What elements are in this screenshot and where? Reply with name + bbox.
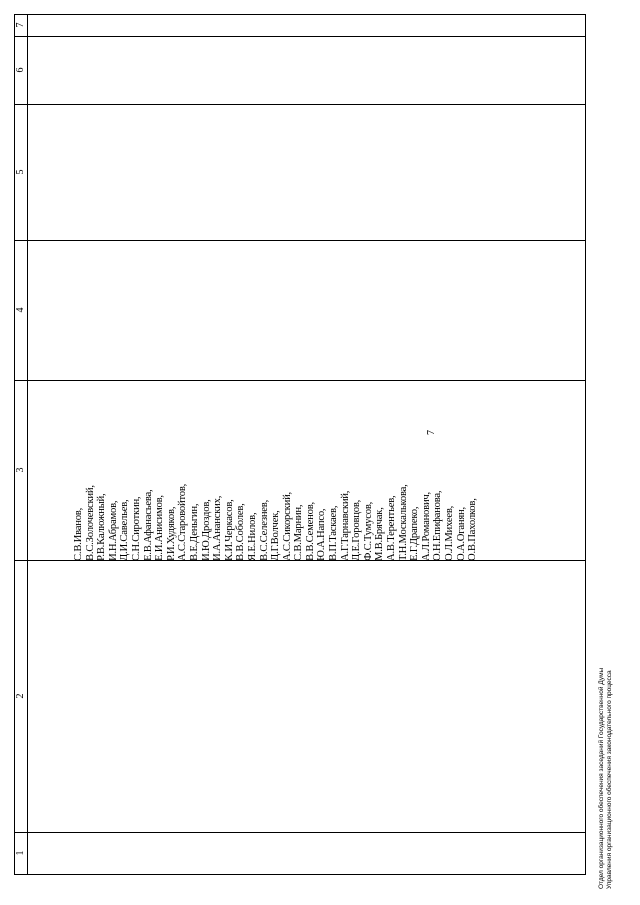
name-entry: Ю.А.Напсо, bbox=[316, 508, 328, 561]
name-entry: К.И.Черкасов, bbox=[223, 499, 235, 561]
page-number: 7 bbox=[426, 430, 437, 435]
name-entry: А.Л.Романович, bbox=[420, 491, 432, 561]
name-entry: Д.Е.Горовцов, bbox=[351, 499, 363, 561]
name-entry: В.В.Соболев, bbox=[235, 503, 247, 561]
table-header-row bbox=[15, 15, 28, 875]
name-entry: С.В.Иванов, bbox=[73, 507, 84, 561]
name-entry: И.Н.Абрамов, bbox=[107, 500, 119, 561]
name-entry: В.С.Золочевский, bbox=[84, 485, 96, 561]
name-entry: Т.Н.Москалькова, bbox=[397, 484, 409, 561]
name-entry: Д.Г.Волчек, bbox=[270, 510, 282, 561]
column-divider bbox=[27, 240, 585, 241]
name-entry: С.В.Марнин, bbox=[293, 504, 305, 561]
name-entry: О.В.Пахолков, bbox=[467, 498, 479, 561]
column-header-7: 7 bbox=[15, 14, 27, 37]
name-entry: Е.В.Афанасьева, bbox=[142, 489, 154, 561]
column-header-3: 3 bbox=[15, 380, 27, 561]
column-divider bbox=[27, 832, 585, 833]
column-header-1: 1 bbox=[15, 832, 27, 875]
name-entry: В.П.Таскаев, bbox=[328, 505, 340, 561]
name-entry: Р.И.Худяков, bbox=[165, 506, 177, 561]
name-entry: В.Е.Деньгин, bbox=[188, 503, 200, 561]
column-divider bbox=[27, 36, 585, 37]
name-entry: М.В.Брячак, bbox=[374, 507, 386, 561]
name-entry: Е.Г.Драпеко, bbox=[409, 506, 421, 561]
name-entry: С.Н.Сироткин, bbox=[130, 496, 142, 561]
name-entry: А.В.Терентьев, bbox=[386, 495, 398, 561]
column-divider bbox=[27, 874, 585, 875]
footer-department bbox=[598, 329, 614, 889]
name-entry: О.Л.Михеев, bbox=[444, 505, 455, 561]
name-entry: Р.В.Калюжный, bbox=[96, 493, 108, 561]
name-entry: О.А.Оганян, bbox=[455, 507, 467, 561]
column-header-6: 6 bbox=[15, 36, 27, 105]
voting-table bbox=[14, 14, 586, 875]
name-entry: А.С.Старовойтов, bbox=[177, 483, 189, 561]
footer-line: Управления организационного обеспечения законодательного процесса bbox=[606, 670, 613, 889]
name-entry: Ф.С.Тумусов, bbox=[362, 501, 374, 561]
name-entry: О.Н.Епифанова, bbox=[432, 490, 444, 561]
name-entry: В.С.Селезнев, bbox=[258, 499, 270, 561]
name-entry: И.Ю.Дроздов, bbox=[200, 499, 212, 561]
footer-line: Отдел организационного обеспечения заседаний Государственной Думы bbox=[598, 667, 605, 889]
name-entry: Е.И.Анисимов, bbox=[154, 495, 166, 561]
names-list bbox=[73, 281, 479, 561]
column-header-2: 2 bbox=[15, 560, 27, 833]
name-entry: Д.И.Савельев, bbox=[119, 499, 131, 561]
name-entry: Я.Е.Нилов, bbox=[246, 512, 258, 561]
column-divider bbox=[27, 104, 585, 105]
name-entry: И.А.Ананских, bbox=[212, 495, 224, 561]
column-header-5: 5 bbox=[15, 104, 27, 241]
name-entry: В.В.Семенов, bbox=[304, 502, 316, 561]
column-header-4: 4 bbox=[15, 240, 27, 381]
name-entry: А.С.Сикорский, bbox=[281, 492, 293, 561]
name-entry: А.Г.Тарнавский, bbox=[339, 490, 351, 561]
